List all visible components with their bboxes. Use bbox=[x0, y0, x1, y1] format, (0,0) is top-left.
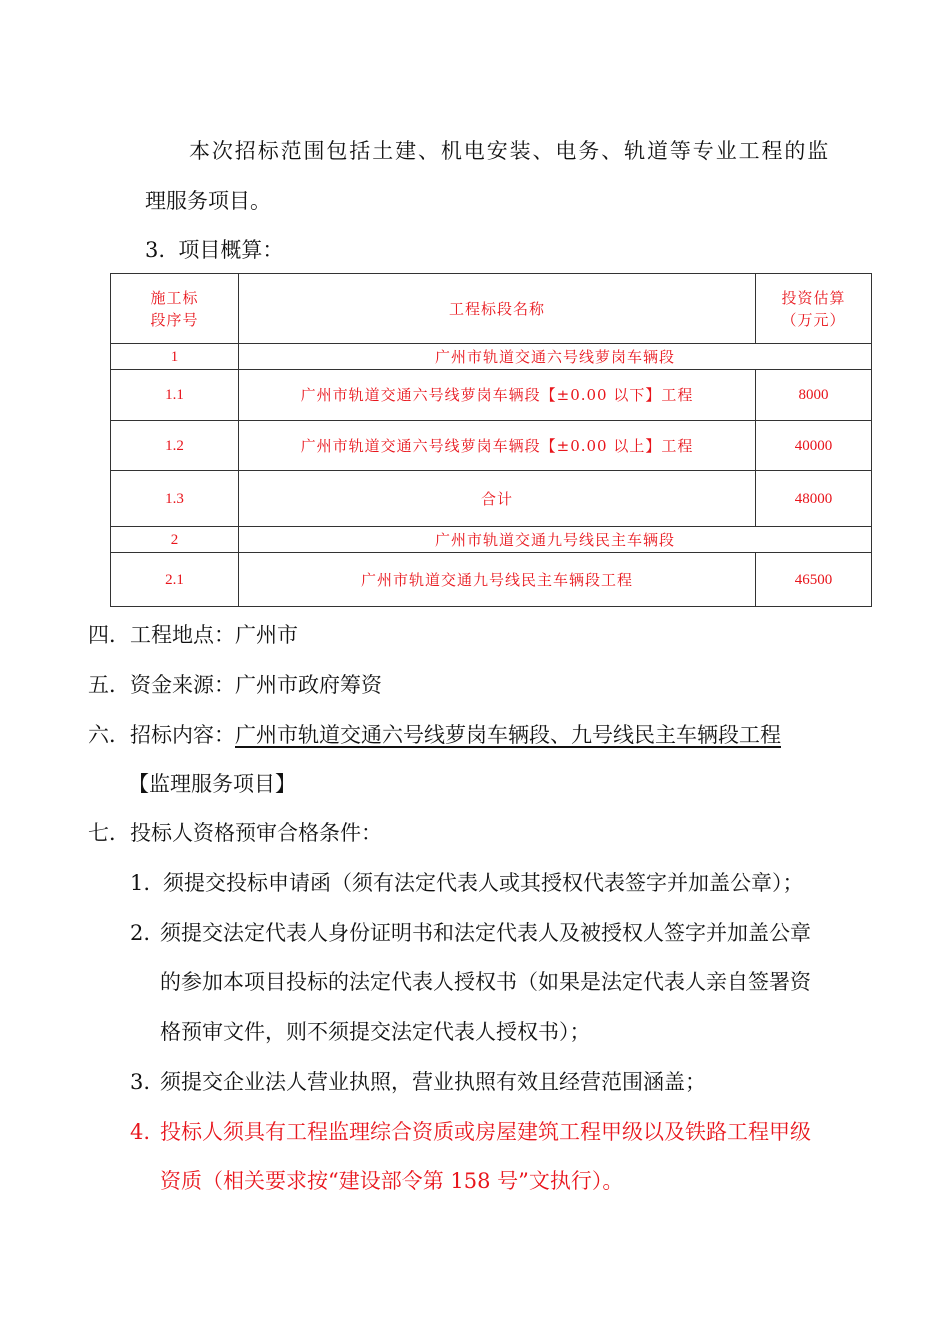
row-name: 合计 bbox=[239, 471, 756, 527]
funding-source: 五．资金来源：广州市政府筹资 bbox=[88, 673, 382, 697]
header-invest-line2: （万元） bbox=[781, 310, 846, 329]
item-1-line-1: 须提交投标申请函（须有法定代表人或其授权代表签字并加盖公章）； bbox=[163, 871, 804, 895]
table-row bbox=[111, 421, 872, 471]
item-2-number: 2. bbox=[130, 921, 151, 945]
intro-line-2: 理服务项目。 bbox=[145, 189, 271, 213]
bid-content-label: 六．招标内容： bbox=[88, 723, 235, 747]
item-2-line-3: 格预审文件，则不须提交法定代表人授权书）； bbox=[160, 1020, 591, 1044]
row-seq: 1.1 bbox=[111, 370, 239, 421]
item-3-number: 3. bbox=[130, 1070, 151, 1094]
row-name: 广州市轨道交通六号线萝岗车辆段【±0.00 以上】工程 bbox=[239, 421, 756, 471]
header-seq-line1: 施工标 bbox=[150, 288, 199, 307]
table-row bbox=[111, 471, 872, 527]
item-3-line-1: 须提交企业法人营业执照，营业执照有效且经营范围涵盖； bbox=[160, 1070, 706, 1094]
item-4-line-1: 投标人须具有工程监理综合资质或房屋建筑工程甲级以及铁路工程甲级 bbox=[160, 1120, 811, 1144]
row-value: 46500 bbox=[756, 553, 872, 607]
item-1-number: 1. bbox=[130, 871, 151, 895]
header-seq bbox=[111, 274, 239, 344]
estimate-heading: 3. 项目概算： bbox=[145, 238, 284, 262]
row-value: 48000 bbox=[756, 471, 872, 527]
row-name: 广州市轨道交通六号线萝岗车辆段【±0.00 以下】工程 bbox=[239, 370, 756, 421]
table-row bbox=[111, 344, 872, 370]
project-location: 四．工程地点：广州市 bbox=[88, 623, 298, 647]
row-section-name: 广州市轨道交通六号线萝岗车辆段 bbox=[239, 344, 872, 370]
bid-content bbox=[88, 720, 781, 750]
row-value: 40000 bbox=[756, 421, 872, 471]
table-header-row bbox=[111, 274, 872, 344]
row-seq: 1 bbox=[111, 344, 239, 370]
table-row bbox=[111, 553, 872, 607]
row-seq: 2 bbox=[111, 527, 239, 553]
table-row bbox=[111, 527, 872, 553]
row-seq: 1.2 bbox=[111, 421, 239, 471]
table-row bbox=[111, 370, 872, 421]
item-4-number: 4. bbox=[130, 1120, 151, 1144]
item-2-line-1: 须提交法定代表人身份证明书和法定代表人及被授权人签字并加盖公章 bbox=[160, 921, 811, 945]
header-invest-line1: 投资估算 bbox=[781, 288, 846, 307]
row-value: 8000 bbox=[756, 370, 872, 421]
intro-line-1: 本次招标范围包括土建、机电安装、电务、轨道等专业工程的监 bbox=[189, 139, 831, 163]
item-4-line-2: 资质（相关要求按“建设部令第 158 号”文执行）。 bbox=[160, 1169, 624, 1193]
row-seq: 2.1 bbox=[111, 553, 239, 607]
qualification-heading: 七．投标人资格预审合格条件： bbox=[88, 821, 382, 845]
bid-content-value-2: 【监理服务项目】 bbox=[128, 772, 296, 796]
row-name: 广州市轨道交通九号线民主车辆段工程 bbox=[239, 553, 756, 607]
estimate-table bbox=[110, 273, 872, 607]
header-name: 工程标段名称 bbox=[239, 274, 756, 344]
row-seq: 1.3 bbox=[111, 471, 239, 527]
row-section-name: 广州市轨道交通九号线民主车辆段 bbox=[239, 527, 872, 553]
header-invest bbox=[756, 274, 872, 344]
header-seq-line2: 段序号 bbox=[150, 310, 199, 329]
item-2-line-2: 的参加本项目投标的法定代表人授权书（如果是法定代表人亲自签署资 bbox=[160, 970, 811, 994]
bid-content-value: 广州市轨道交通六号线萝岗车辆段、九号线民主车辆段工程 bbox=[235, 723, 781, 747]
